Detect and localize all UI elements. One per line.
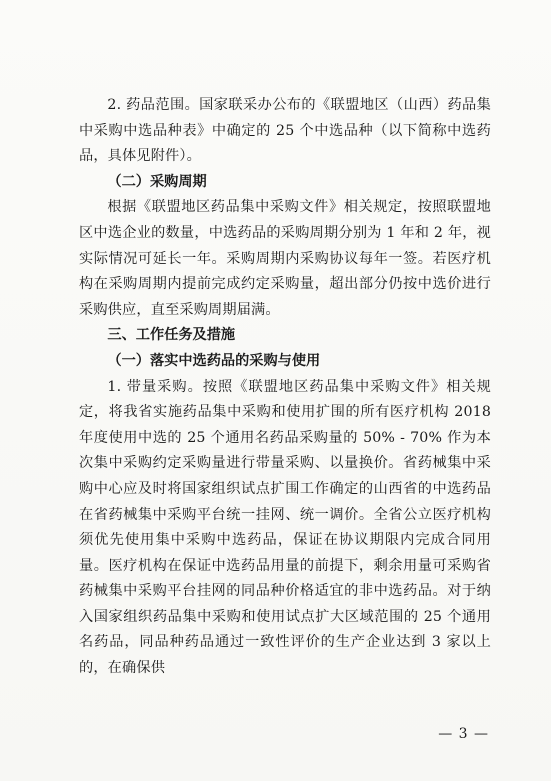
page-number: — 3 — xyxy=(438,726,489,742)
paragraph-volume-procurement: 1. 带量采购。按照《联盟地区药品集中采购文件》相关规定，将我省实施药品集中采购和使用扩围的所有医疗机构 2018 年度使用中选的 25 个通用名药品采购量的 50% - 70% 作为本次集中采购约定采购量进行带量采购、以量换价。省药械集中采购中心应及时将国家组织试点扩围工作确定的山西省的中选药品在省药械集中采购平台统一挂网、统一调价。全省公立医疗机构须优先使用集中采购中选药品，保证在协议期限内完成合同用量。医疗机构在保证中选药品用量的前提下，剩余用量可采购省药械集中采购平台挂网的同品种价格适宜的非中选药品。对于纳入国家组织药品集中采购和使用试点扩大区域范围的 25 个通用名药品，同品种药品通过一致性评价的生产企业达到 3 家以上的，在确保供 xyxy=(79,378,491,677)
paragraph-procurement-cycle: 根据《联盟地区药品集中采购文件》相关规定，按照联盟地区中选企业的数量，中选药品的采购周期分别为 1 年和 2 年，视实际情况可延长一年。采购周期内采购协议每年一签。若医疗机构在采购周期内提前完成约定采购量，超出部分仍按中选价进行采购供应，直至采购周期届满。 xyxy=(79,199,491,318)
subheading-implementation: （一）落实中选药品的采购与使用 xyxy=(107,352,321,369)
subheading-procurement-cycle: （二）采购周期 xyxy=(107,173,207,190)
heading-tasks-and-measures: 三、工作任务及措施 xyxy=(107,327,236,344)
paragraph-drug-scope: 2. 药品范围。国家联采办公布的《联盟地区（山西）药品集中采购中选品种表》中确定的 25 个中选品种（以下简称中选药品，具体见附件）。 xyxy=(79,97,491,165)
document-body xyxy=(79,93,491,682)
